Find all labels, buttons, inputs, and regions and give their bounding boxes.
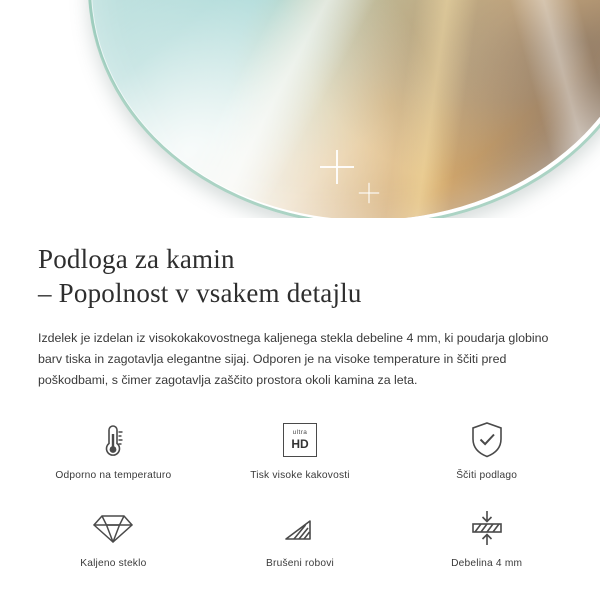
- feature-label: Tisk visoke kakovosti: [250, 470, 350, 481]
- ultra-hd-badge-top: ultra: [292, 429, 308, 437]
- feature-item-protects-surface: [393, 419, 580, 497]
- feature-label: Kaljeno steklo: [80, 558, 147, 569]
- ultra-hd-icon: [283, 419, 317, 461]
- polished-edges-icon: [280, 507, 320, 549]
- content-block: [0, 218, 600, 391]
- feature-grid: [0, 419, 600, 585]
- title-line-2: – Popolnost v vsakem detajlu: [38, 278, 362, 308]
- feature-item-print-quality: [207, 419, 394, 497]
- feature-item-temperature: [20, 419, 207, 497]
- title-line-1: Podloga za kamin: [38, 244, 235, 274]
- feature-item-thickness: [393, 507, 580, 585]
- thickness-arrows-icon: [467, 507, 507, 549]
- feature-label: Brušeni robovi: [266, 558, 334, 569]
- hero-image: [0, 0, 600, 218]
- feature-label: Debelina 4 mm: [451, 558, 523, 569]
- shield-check-icon: [468, 419, 506, 461]
- glass-plate-graphic: [88, 0, 600, 218]
- ultra-hd-badge-bottom: HD: [291, 436, 309, 451]
- feature-item-tempered-glass: [20, 507, 207, 585]
- thermometer-icon: [96, 419, 130, 461]
- feature-label: Odporno na temperaturo: [55, 470, 172, 481]
- feature-item-polished-edges: [207, 507, 394, 585]
- description-paragraph: Izdelek je izdelan iz visokokakovostnega kaljenega stekla debeline 4 mm, ki poudarja globino barv tiska in zagotavlja elegantne sijaj. Odporen je na visoke temperature in ščiti pred poškodbami, s čimer zagotavlja zaščito prostora okoli kamina za leta.: [38, 331, 549, 387]
- feature-label: Ščiti podlago: [456, 470, 518, 481]
- diamond-icon: [92, 507, 134, 549]
- page-title: [38, 242, 562, 310]
